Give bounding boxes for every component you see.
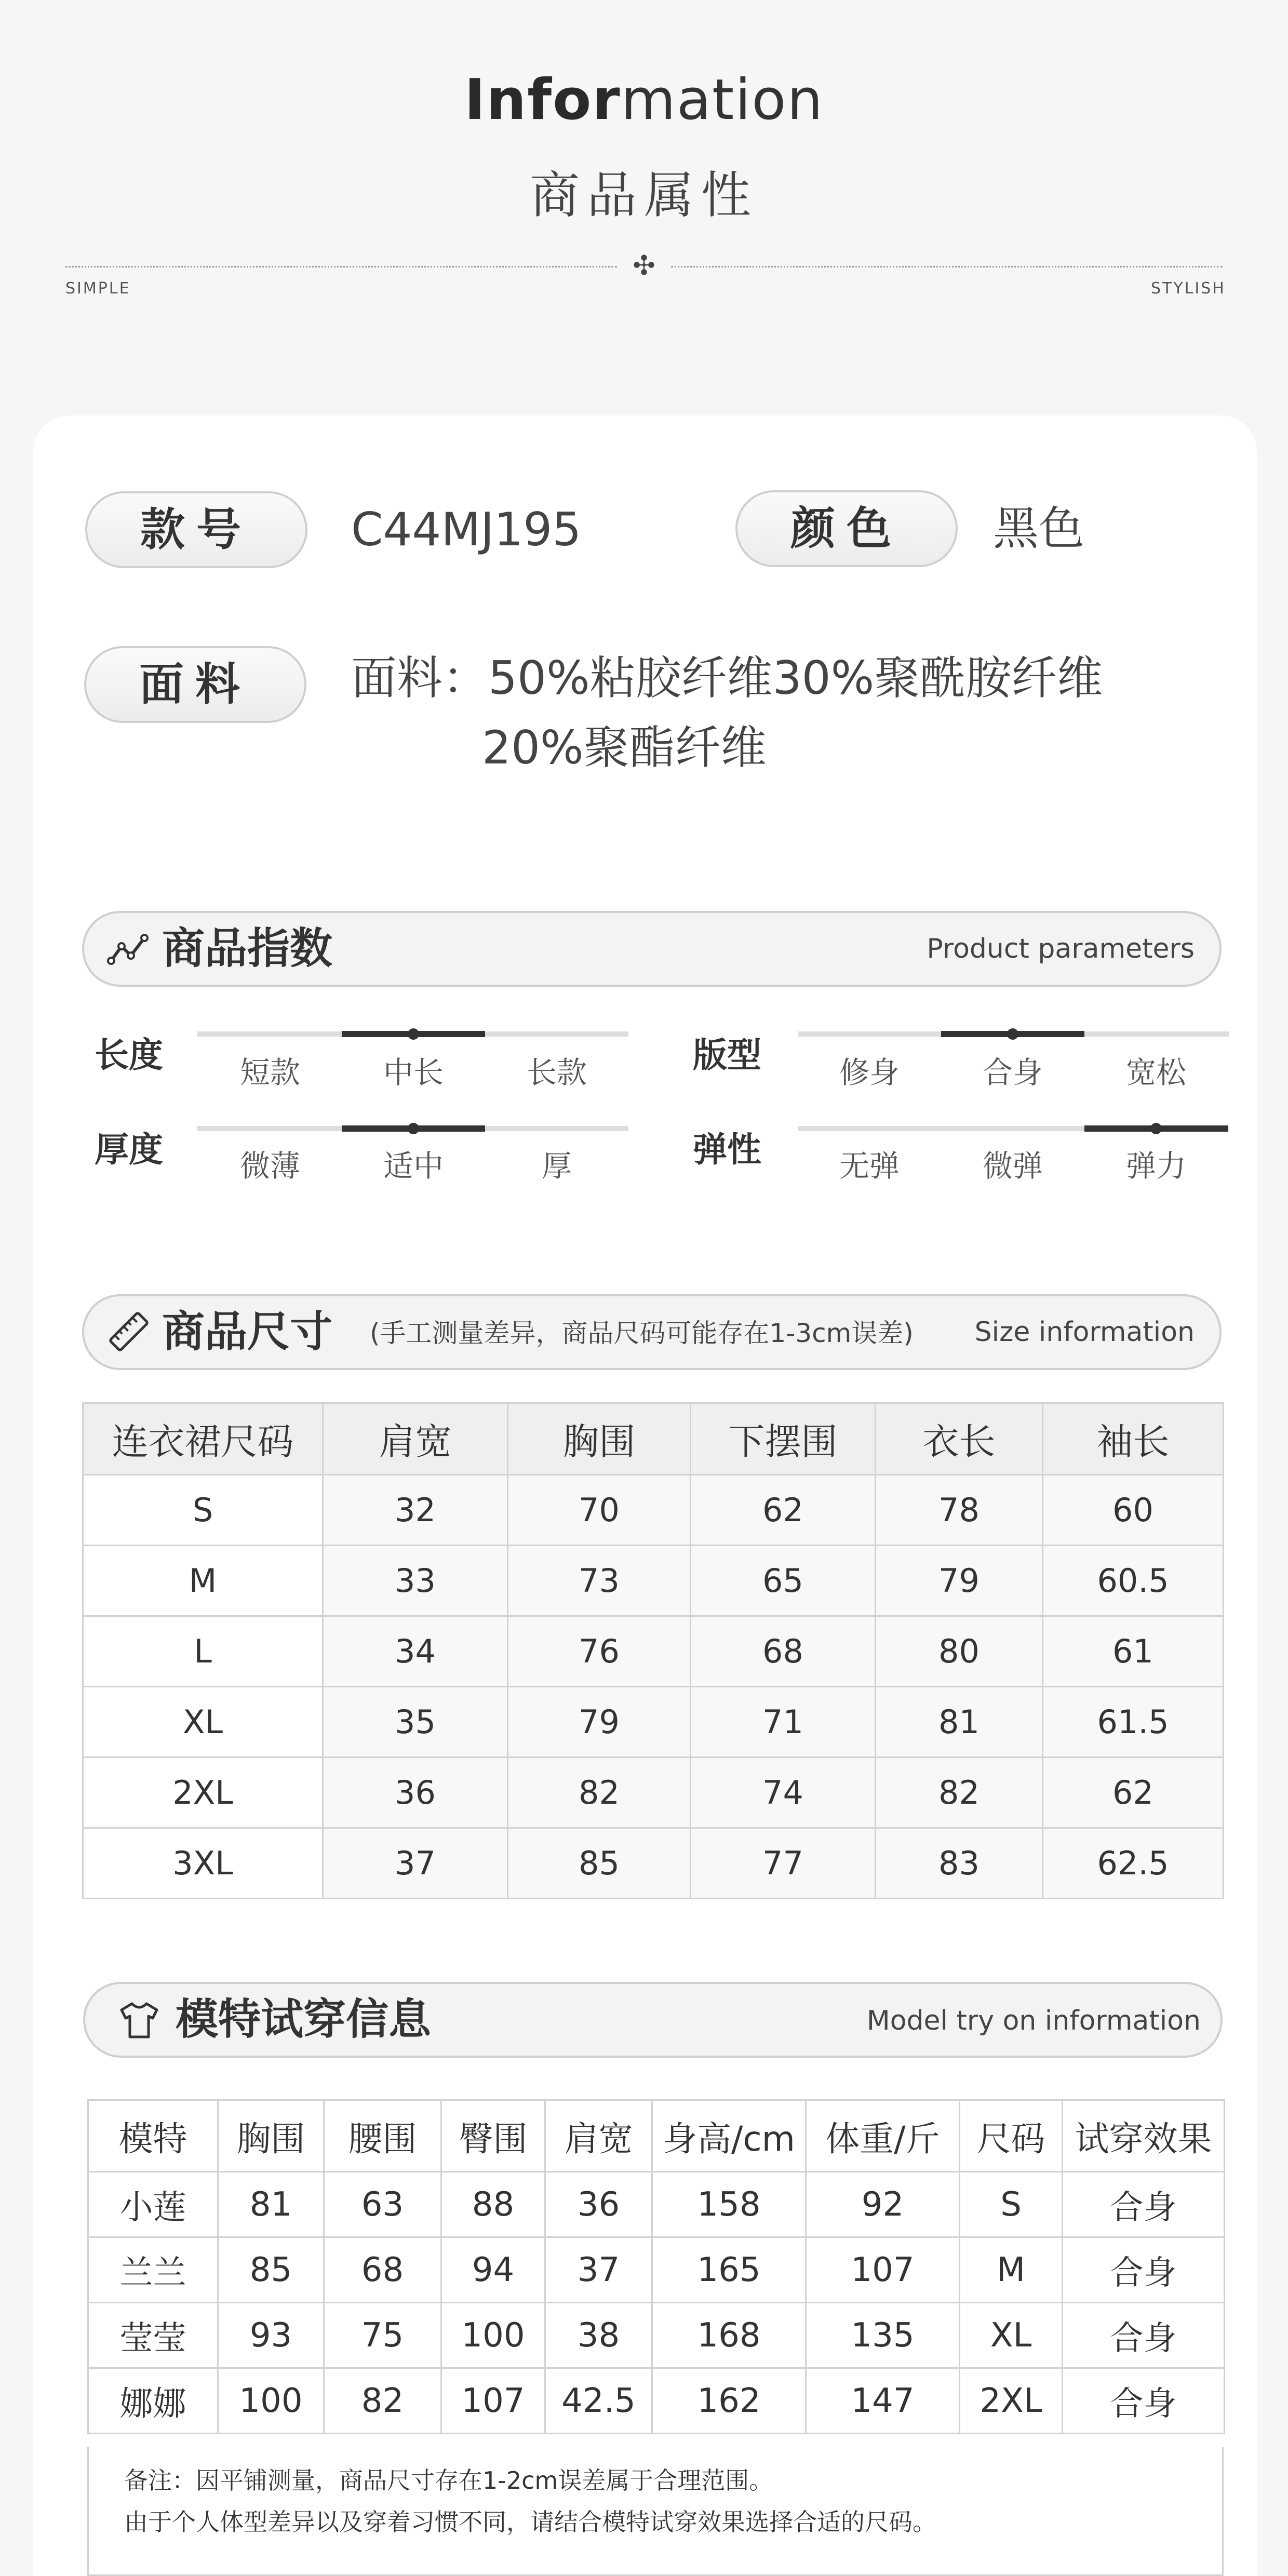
index-option: 中长 — [383, 1055, 444, 1090]
model-cell: 92 — [806, 2172, 960, 2237]
model-header-cell: 胸围 — [218, 2100, 324, 2172]
index-marker-thickness — [408, 1123, 419, 1134]
fabric-value-line2: 20%聚酯纤维 — [482, 721, 767, 774]
style-no-value: C44MJ195 — [351, 503, 582, 556]
size-cell: 65 — [691, 1546, 876, 1616]
size-cell: 62.5 — [1043, 1828, 1224, 1899]
model-cell: 合身 — [1063, 2303, 1225, 2368]
model-cell: 37 — [545, 2237, 652, 2303]
table-row — [83, 1616, 1224, 1687]
size-header-cell: 连衣裙尺码 — [83, 1403, 323, 1475]
model-cell: S — [960, 2172, 1063, 2237]
model-cell: 42.5 — [545, 2368, 652, 2434]
index-option: 弹力 — [1125, 1148, 1186, 1184]
index-option: 短款 — [239, 1055, 300, 1090]
model-cell: 88 — [441, 2172, 545, 2237]
size-cell: 82 — [876, 1757, 1043, 1828]
index-option: 微弹 — [982, 1148, 1043, 1184]
model-cell: 100 — [441, 2303, 545, 2368]
size-cell: 35 — [323, 1687, 508, 1757]
table-row — [88, 2172, 1225, 2237]
index-option: 无弹 — [839, 1148, 900, 1184]
size-cell: 77 — [691, 1828, 876, 1899]
size-header-cell: 衣长 — [876, 1403, 1043, 1475]
index-option: 微薄 — [239, 1148, 300, 1184]
model-cell: XL — [960, 2303, 1063, 2368]
page-title-en — [0, 68, 1288, 132]
table-row — [83, 1475, 1224, 1546]
color-label: 颜色 — [735, 490, 958, 567]
index-marker-fit — [1007, 1028, 1018, 1040]
table-row — [83, 1828, 1224, 1899]
index-option: 宽松 — [1125, 1055, 1186, 1090]
index-option: 适中 — [383, 1148, 444, 1184]
model-section-title-en: Model try on information — [866, 2005, 1201, 2036]
model-header-cell: 模特 — [88, 2100, 218, 2172]
size-cell: 71 — [691, 1687, 876, 1757]
index-option: 长款 — [526, 1055, 587, 1090]
size-cell: M — [83, 1546, 323, 1616]
table-row — [83, 1546, 1224, 1616]
model-cell: 85 — [218, 2237, 324, 2303]
model-cell: 107 — [806, 2237, 960, 2303]
model-note-box — [87, 2447, 1224, 2576]
size-header-cell: 肩宽 — [323, 1403, 508, 1475]
model-note-line2: 由于个人体型差异以及穿着习惯不同，请结合模特试穿效果选择合适的尺码。 — [124, 2508, 936, 2536]
tag-stylish: STYLISH — [1151, 279, 1226, 298]
size-cell: 61 — [1043, 1616, 1224, 1687]
index-marker-elasticity — [1150, 1123, 1162, 1134]
ruler-icon — [107, 1310, 151, 1353]
index-label-fit: 版型 — [693, 1035, 761, 1075]
size-cell: 34 — [323, 1616, 508, 1687]
title-bold: Infor — [464, 68, 621, 132]
style-no-label: 款号 — [85, 491, 307, 568]
model-cell: 81 — [218, 2172, 324, 2237]
model-cell: 94 — [441, 2237, 545, 2303]
model-cell: 63 — [324, 2172, 441, 2237]
index-marker-length — [408, 1028, 419, 1040]
model-cell: 68 — [324, 2237, 441, 2303]
size-table — [82, 1402, 1224, 1899]
size-cell: 76 — [508, 1616, 691, 1687]
divider-left — [65, 266, 617, 267]
size-cell: 82 — [508, 1757, 691, 1828]
model-note-line1: 备注：因平铺测量，商品尺寸存在1-2cm误差属于合理范围。 — [124, 2466, 773, 2494]
model-cell: 2XL — [960, 2368, 1063, 2434]
size-cell: 81 — [876, 1687, 1043, 1757]
index-section-title-en: Product parameters — [927, 933, 1195, 964]
model-cell: 合身 — [1063, 2237, 1225, 2303]
size-cell: XL — [83, 1687, 323, 1757]
index-label-thickness: 厚度 — [95, 1130, 163, 1170]
model-cell: 168 — [652, 2303, 806, 2368]
size-header-cell: 下摆围 — [691, 1403, 876, 1475]
model-header-cell: 肩宽 — [545, 2100, 652, 2172]
color-value: 黑色 — [993, 502, 1085, 555]
table-row — [83, 1757, 1224, 1828]
model-cell: 165 — [652, 2237, 806, 2303]
size-cell: 74 — [691, 1757, 876, 1828]
size-cell: 73 — [508, 1546, 691, 1616]
size-cell: 68 — [691, 1616, 876, 1687]
size-cell: 37 — [323, 1828, 508, 1899]
size-cell: 60 — [1043, 1475, 1224, 1546]
size-cell: 78 — [876, 1475, 1043, 1546]
size-table-header — [83, 1403, 1224, 1475]
size-cell: 3XL — [83, 1828, 323, 1899]
model-cell: 162 — [652, 2368, 806, 2434]
fabric-label: 面料 — [84, 646, 306, 723]
model-cell: 合身 — [1063, 2368, 1225, 2434]
size-cell: 36 — [323, 1757, 508, 1828]
size-cell: 33 — [323, 1546, 508, 1616]
trend-line-icon — [107, 928, 151, 971]
model-cell: 36 — [545, 2172, 652, 2237]
size-cell: S — [83, 1475, 323, 1546]
model-table — [87, 2099, 1225, 2434]
model-cell: 小莲 — [88, 2172, 218, 2237]
size-section-title-en: Size information — [974, 1317, 1195, 1348]
model-cell: 158 — [652, 2172, 806, 2237]
model-header-cell: 体重/斤 — [806, 2100, 960, 2172]
index-label-length: 长度 — [95, 1035, 163, 1075]
index-option: 合身 — [982, 1055, 1043, 1090]
size-cell: 70 — [508, 1475, 691, 1546]
model-cell: 莹莹 — [88, 2303, 218, 2368]
tag-simple: SIMPLE — [65, 279, 131, 298]
table-row — [88, 2368, 1225, 2434]
table-row — [88, 2237, 1225, 2303]
cross-ornament-icon: ✣ — [633, 250, 655, 281]
size-cell: 62 — [1043, 1757, 1224, 1828]
size-section-note: (手工测量差异，商品尺码可能存在1-3cm误差) — [370, 1318, 914, 1348]
model-cell: 135 — [806, 2303, 960, 2368]
model-cell: 75 — [324, 2303, 441, 2368]
model-cell: M — [960, 2237, 1063, 2303]
table-row — [83, 1687, 1224, 1757]
size-cell: L — [83, 1616, 323, 1687]
size-cell: 79 — [876, 1546, 1043, 1616]
divider-right — [671, 266, 1223, 267]
model-header-cell: 尺码 — [960, 2100, 1063, 2172]
index-section-title: 商品指数 — [162, 924, 333, 973]
model-cell: 合身 — [1063, 2172, 1225, 2237]
index-option: 修身 — [839, 1055, 900, 1090]
page-subtitle: 商品属性 — [530, 166, 758, 224]
model-header-cell: 试穿效果 — [1063, 2100, 1225, 2172]
size-cell: 79 — [508, 1687, 691, 1757]
model-cell: 93 — [218, 2303, 324, 2368]
model-cell: 107 — [441, 2368, 545, 2434]
size-cell: 61.5 — [1043, 1687, 1224, 1757]
model-cell: 82 — [324, 2368, 441, 2434]
model-header-cell: 腰围 — [324, 2100, 441, 2172]
size-cell: 62 — [691, 1475, 876, 1546]
index-label-elasticity: 弹性 — [693, 1130, 761, 1170]
model-section-title: 模特试穿信息 — [176, 1995, 432, 2044]
size-cell: 60.5 — [1043, 1546, 1224, 1616]
fabric-value-line1: 面料：50%粘胶纤维30%聚酰胺纤维 — [351, 651, 1103, 705]
tshirt-icon — [117, 1998, 161, 2042]
size-header-cell: 袖长 — [1043, 1403, 1224, 1475]
model-cell: 娜娜 — [88, 2368, 218, 2434]
model-cell: 38 — [545, 2303, 652, 2368]
model-cell: 兰兰 — [88, 2237, 218, 2303]
model-cell: 100 — [218, 2368, 324, 2434]
model-header-cell: 身高/cm — [652, 2100, 806, 2172]
size-cell: 80 — [876, 1616, 1043, 1687]
size-cell: 83 — [876, 1828, 1043, 1899]
size-section-title: 商品尺寸 — [162, 1307, 333, 1357]
size-cell: 85 — [508, 1828, 691, 1899]
title-rest: mation — [621, 68, 824, 132]
table-row — [88, 2303, 1225, 2368]
size-cell: 2XL — [83, 1757, 323, 1828]
size-header-cell: 胸围 — [508, 1403, 691, 1475]
index-option: 厚 — [541, 1148, 572, 1184]
model-cell: 147 — [806, 2368, 960, 2434]
model-header-cell: 臀围 — [441, 2100, 545, 2172]
size-cell: 32 — [323, 1475, 508, 1546]
model-table-header — [88, 2100, 1225, 2172]
